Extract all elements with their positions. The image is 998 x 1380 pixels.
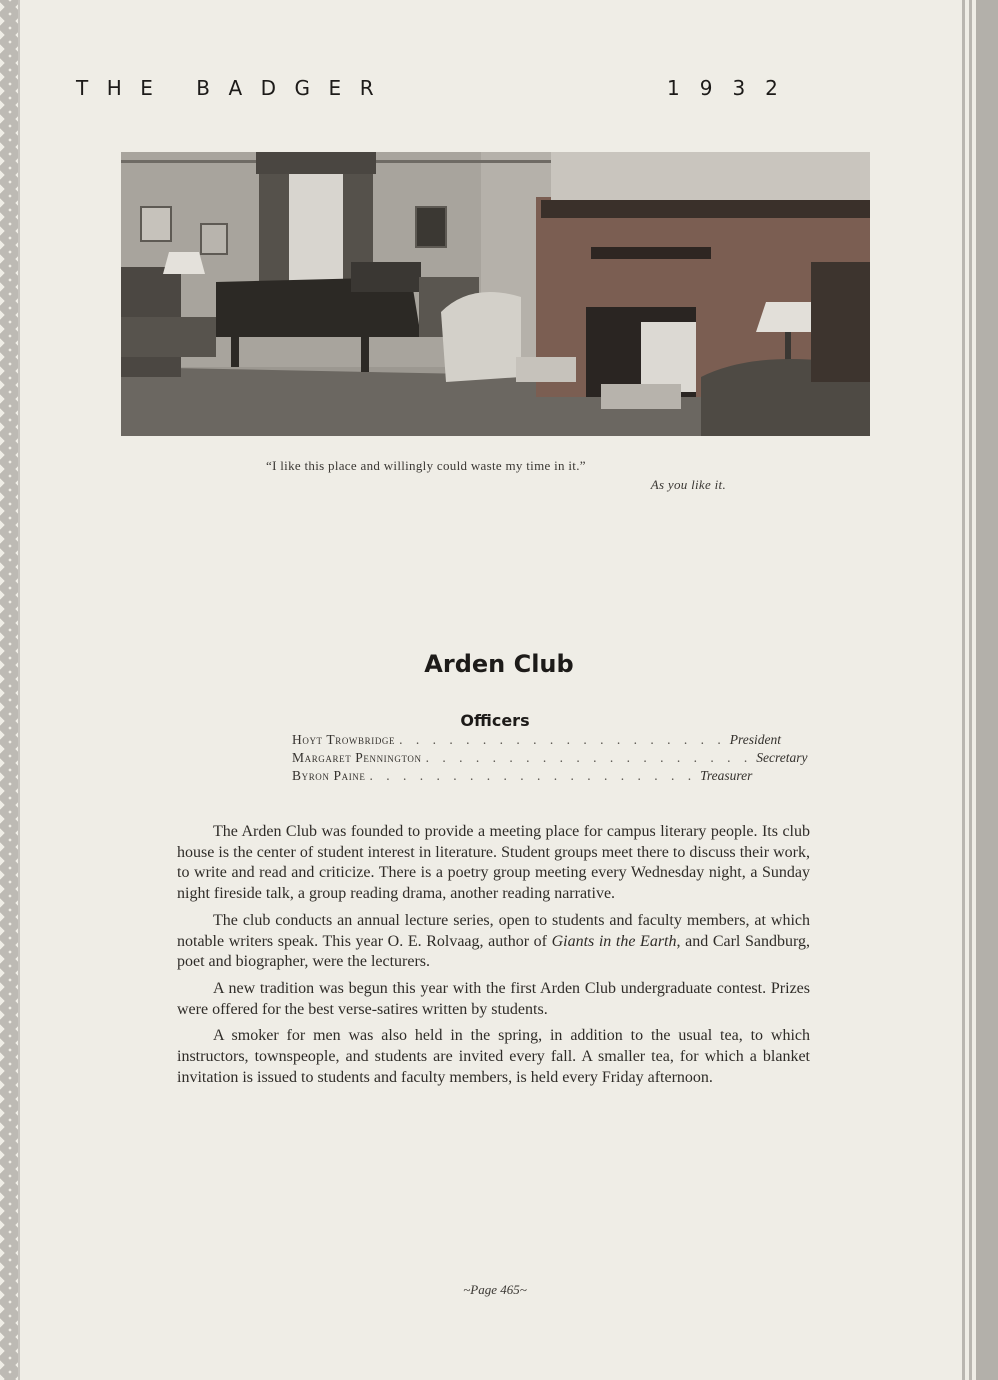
page-header: [76, 76, 798, 104]
officer-row: [292, 732, 781, 750]
paragraph-text: , and Carl Sandburg, poet and biographer, were the lecturers.: [177, 932, 811, 971]
left-decorative-border: [0, 0, 20, 1380]
right-decorative-border: [956, 0, 998, 1380]
leader-dots: . . . . . . . . . . . . . . . . . . . .: [369, 768, 697, 783]
paragraph: A smoker for men was also held in the spring, in addition to the usual tea, to which instructors, townspeople, and students are invited every fall. A smaller tea, for which a blanket invitation is issued to students and faculty members, is held every Friday afternoon.: [177, 1027, 810, 1086]
header-year: 1932: [667, 76, 798, 100]
club-title: Arden Club: [424, 650, 574, 678]
page-number: ~Page 465~: [463, 1282, 527, 1297]
officers-list: [292, 732, 808, 786]
article-body: [177, 822, 810, 1094]
officers-heading: Officers: [460, 711, 530, 730]
paragraph: A new tradition was begun this year with the first Arden Club undergraduate contest. Prizes were offered for the best verse-satires written by students.: [177, 979, 810, 1018]
leader-dots: . . . . . . . . . . . . . . . . . . . .: [425, 750, 753, 765]
officer-role: President: [729, 732, 781, 747]
officer-row: [292, 768, 753, 786]
paragraph-text: The club conducts an annual lecture series, open to students and faculty members, at which notable writers speak. This year O. E. Rolvaag, author of: [177, 911, 810, 950]
caption-quote: “I like this place and willingly could waste my time in it.”: [266, 458, 586, 473]
club-room-photo: [121, 152, 870, 436]
caption-attribution: As you like it.: [650, 477, 726, 492]
officer-role: Secretary: [756, 750, 808, 765]
officer-row: [292, 750, 808, 768]
paragraph: [177, 911, 810, 973]
paragraph: The Arden Club was founded to provide a meeting place for campus literary people. Its club house is the center of student interest in literature. Student groups meet there to discuss their work, to write and read and criticize. There is a poetry group meeting every Wednesday night, a Sunday night fireside talk, a group reading drama, another reading narrative.: [177, 823, 810, 903]
photo-caption: [266, 458, 736, 493]
officer-name: Byron Paine: [292, 768, 366, 783]
book-title: Giants in the Earth: [551, 932, 677, 950]
officer-name: Hoyt Trowbridge: [292, 732, 396, 747]
officer-role: Treasurer: [700, 768, 753, 783]
leader-dots: . . . . . . . . . . . . . . . . . . . .: [399, 732, 726, 747]
officer-name: Margaret Pennington: [292, 750, 422, 765]
header-title: THE BADGER: [76, 76, 393, 100]
